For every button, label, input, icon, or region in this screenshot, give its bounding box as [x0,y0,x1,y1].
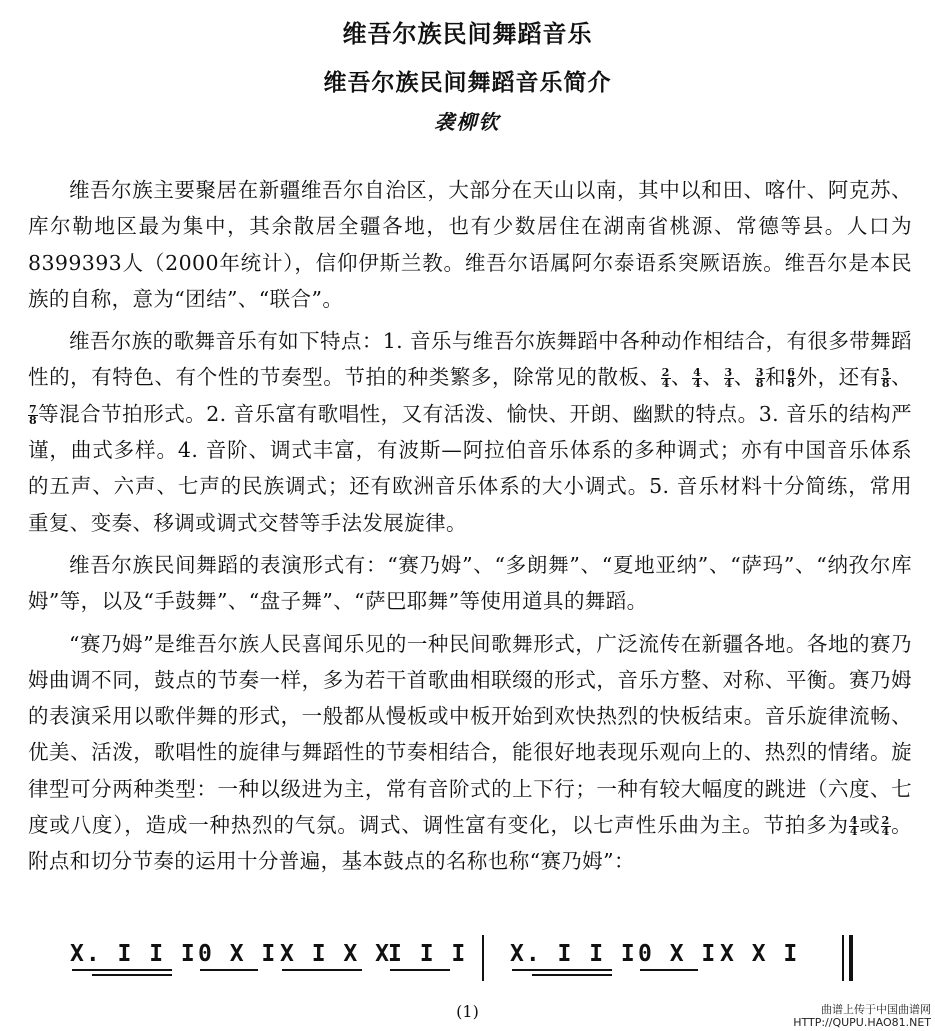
ts-numerator: 3 [755,366,764,380]
time-signature-6-8 [786,368,796,389]
time-signature-2-4 [661,368,671,389]
beam-underline [640,969,698,971]
page-title: 维吾尔族民间舞蹈音乐 [342,19,593,48]
article-body [28,172,912,886]
beam-underline [72,969,172,971]
ts-numerator: 4 [693,366,702,380]
ts-denominator: 4 [693,377,702,391]
final-bar-line-thin [842,935,844,981]
rhythm-notation [70,935,870,995]
rhythm-group-5: X. I I I [510,941,637,967]
ts-denominator: 8 [755,377,764,391]
rhythm-group-3: X I X X [280,941,391,967]
paragraph-3 [28,547,912,620]
beam-underline [532,974,612,976]
ts-numerator: 4 [849,814,858,828]
paragraph-2-text-c: 等混合节拍形式。2. 音乐富有歌唱性，又有活泼、愉快、开朗、幽默的特点。3. 音乐的结构严谨，曲式多样。4. 音阶、调式丰富，有波斯—阿拉伯音乐体系的多种调式；亦有中国音乐体系的五声、六声、七声的民族调式；还有欧洲音乐体系的大小调式。5. 音乐材料十分简练，常用重复、变奏、移调或调式交替等手法发展旋律。 [28,401,912,535]
ts-denominator: 8 [787,377,796,391]
ts-denominator: 8 [29,413,38,427]
watermark-line-2: HTTP://QUPU.HAO81.NET [793,1016,931,1029]
paragraph-2-text-b: 外，还有 [796,365,881,390]
watermark [793,1003,931,1029]
separator: 、 [702,365,724,390]
beam-underline [512,969,612,971]
beam-underline [92,974,172,976]
final-bar-line-thick [849,935,853,981]
ts-denominator: 8 [881,377,890,391]
paragraph-2 [28,323,912,541]
time-signature-7-8 [28,402,38,427]
time-signature-5-8 [881,368,891,389]
ts-denominator: 4 [849,825,858,839]
beam-underline [282,969,362,971]
time-signature-3-4 [724,368,734,389]
ts-denominator: 4 [661,377,670,391]
paragraph-3-text: 维吾尔族民间舞蹈的表演形式有：“赛乃姆”、“多朗舞”、“夏地亚纳”、“萨玛”、“纳孜尔库姆”等，以及“手鼓舞”、“盘子舞”、“萨巴耶舞”等使用道具的舞蹈。 [28,552,912,614]
rhythm-group-2: 0 X I [198,941,278,967]
watermark-line-1: 曲谱上传于中国曲谱网 [821,1003,931,1016]
time-signature-4-4 [692,368,702,389]
time-signature-3-8 [755,368,765,389]
ts-numerator: 2 [661,366,670,380]
section-title: 维吾尔族民间舞蹈音乐简介 [323,69,612,96]
time-signature-2-4 [881,816,891,837]
beam-underline [200,969,258,971]
page-number: (1) [456,1002,479,1021]
ts-numerator: 2 [881,814,890,828]
paragraph-4 [28,626,912,880]
beam-underline [390,969,450,971]
separator: 、 [890,365,913,390]
conjunction: 或 [858,813,881,838]
rhythm-group-4: I I I [388,941,468,967]
author-name: 袭柳钦 [434,110,501,134]
paragraph-1-text: 维吾尔族主要聚居在新疆维吾尔自治区，大部分在天山以南，其中以和田、喀什、阿克苏、库尔勒地区最为集中，其余散居全疆各地，也有少数居住在湖南省桃源、常德等县。人口为8399393人（2000年统计），信仰伊斯兰教。维吾尔语属阿尔泰语系突厥语族。维吾尔是本民族的自称，意为“团结”、“联合”。 [28,178,912,311]
separator: 、 [670,365,693,390]
ts-denominator: 4 [881,825,890,839]
ts-numerator: 6 [787,366,796,380]
paragraph-2-text-a: 维吾尔族的歌舞音乐有如下特点：1. 音乐与维吾尔族舞蹈中各种动作相结合，有很多带舞蹈性的，有特色、有个性的节奏型。节拍的种类繁多，除常见的散板、 [28,329,912,390]
paragraph-1 [28,172,912,317]
paragraph-4-text-b: 。附点和切分节奏的运用十分普遍，基本鼓点的名称也称“赛乃姆”： [28,813,912,874]
bar-line [482,935,484,981]
time-signature-4-4 [849,816,859,837]
ts-denominator: 4 [724,377,733,391]
rhythm-group-1: X. I I I [70,941,197,967]
paragraph-4-text-a: “赛乃姆”是维吾尔族人民喜闻乐见的一种民间歌舞形式，广泛流传在新疆各地。各地的赛乃姆曲调不同，鼓点的节奏一样，多为若干首歌曲相联缀的形式，音乐方整、对称、平衡。赛乃姆的表演采用以歌伴舞的形式，一般都从慢板或中板开始到欢快热烈的快板结束。音乐旋律流畅、优美、活泼，歌唱性的旋律与舞蹈性的节奏相结合，能很好地表现乐观向上的、热烈的情绪。旋律型可分两种类型：一种以级进为主，常有音阶式的上下行；一种有较大幅度的跳进（六度、七度或八度），造成一种热烈的气氛。调式、调性富有变化，以七声性乐曲为主。节拍多为 [28,631,912,838]
rhythm-group-6: 0 X I [638,941,718,967]
conjunction: 和 [764,365,787,390]
ts-numerator: 7 [29,402,38,416]
rhythm-group-7: X X I [720,941,800,967]
separator: 、 [733,365,755,390]
ts-numerator: 5 [881,366,890,380]
ts-numerator: 3 [724,366,733,380]
